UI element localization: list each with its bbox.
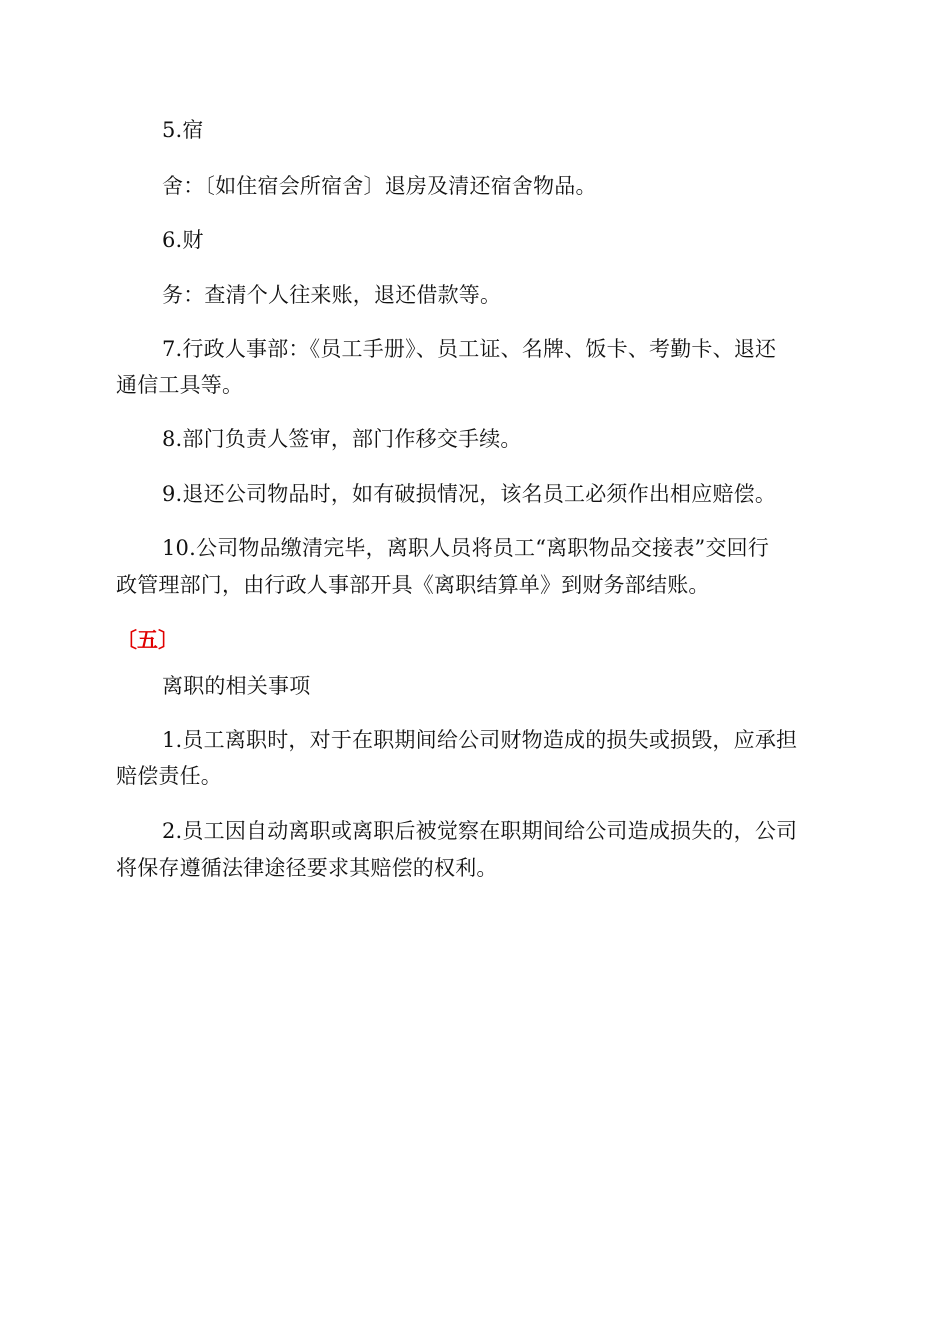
section5-item-1-line-2: 赔偿责任。	[116, 764, 222, 788]
item-8: 8.部门负责人签审，部门作移交手续。	[162, 427, 522, 451]
item-10-line-1: 10.公司物品缴清完毕，离职人员将员工“离职物品交接表”交回行	[162, 536, 770, 560]
item-5-line-1: 5.宿	[162, 118, 204, 142]
item-6-line-1: 6.财	[162, 228, 204, 252]
section-heading-title: 离职的相关事项	[162, 674, 311, 698]
item-6-line-2: 务：查清个人往来账，退还借款等。	[162, 283, 502, 307]
item-7-line-1: 7.行政人事部：《员工手册》、员工证、名牌、饭卡、考勤卡、退还	[162, 337, 777, 361]
item-10-line-2: 政管理部门，由行政人事部开具《离职结算单》到财务部结账。	[116, 573, 710, 597]
item-5-line-2: 舍：〔如住宿会所宿舍〕退房及清还宿舍物品。	[162, 174, 597, 198]
section5-item-1-line-1: 1.员工离职时，对于在职期间给公司财物造成的损失或损毁，应承担	[162, 728, 798, 752]
item-7-line-2: 通信工具等。	[116, 373, 244, 397]
section5-item-2-line-2: 将保存遵循法律途径要求其赔偿的权利。	[116, 856, 498, 880]
section-heading-number: 〔五〕	[116, 627, 179, 652]
section5-item-2-line-1: 2.员工因自动离职或离职后被觉察在职期间给公司造成损失的，公司	[162, 819, 798, 843]
item-9: 9.退还公司物品时，如有破损情况，该名员工必须作出相应赔偿。	[162, 482, 777, 506]
